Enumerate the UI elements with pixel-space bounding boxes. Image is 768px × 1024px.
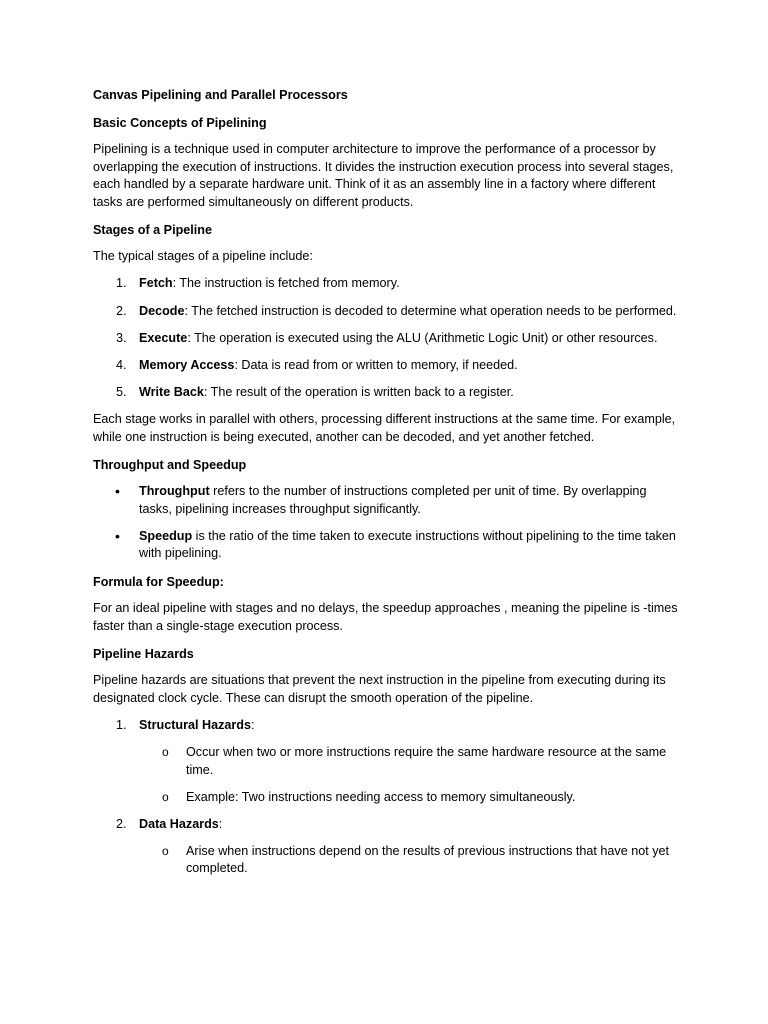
hazard-desc: :	[218, 816, 223, 831]
list-item	[93, 816, 678, 878]
throughput-term: Throughput	[139, 484, 210, 499]
sublist-item	[93, 843, 678, 878]
sublist-item	[93, 744, 678, 779]
section-heading-throughput: Throughput and Speedup	[93, 457, 247, 472]
list-item	[93, 330, 678, 348]
list-number: 2.	[116, 816, 127, 831]
stage-term: Memory Access	[139, 357, 235, 372]
hollow-bullet-icon: o	[162, 843, 169, 858]
sublist-text: Arise when instructions depend on the results of previous instructions that have not yet completed.	[186, 843, 670, 876]
list-item	[93, 357, 678, 375]
stage-term: Execute	[139, 330, 188, 345]
list-number: 5.	[116, 384, 127, 399]
sublist-text: Occur when two or more instructions require the same hardware resource at the same time.	[186, 744, 667, 777]
stage-term: Fetch	[139, 276, 173, 291]
formula-paragraph: For an ideal pipeline with stages and no delays, the speedup approaches , meaning the pipeline is -times faster than a single-stage execution process.	[93, 601, 678, 633]
document-body	[93, 86, 678, 888]
hazards-list	[93, 717, 678, 878]
section-heading-stages: Stages of a Pipeline	[93, 222, 212, 237]
stages-intro: The typical stages of a pipeline include:	[93, 249, 313, 264]
section-heading-hazards: Pipeline Hazards	[93, 646, 194, 661]
list-number: 4.	[116, 357, 127, 372]
bullet-icon: •	[115, 483, 120, 500]
sublist-text: Example: Two instructions needing access to memory simultaneously.	[186, 789, 576, 804]
stage-term: Decode	[139, 303, 185, 318]
list-item	[93, 275, 678, 293]
list-number: 2.	[116, 303, 127, 318]
hazard-sublist	[139, 744, 678, 806]
stage-desc: : The result of the operation is written back to a register.	[203, 384, 514, 399]
stages-outro: Each stage works in parallel with others, processing different instructions at the same time. For example, while one instruction is being executed, another can be decoded, and yet another fetched.	[93, 411, 676, 444]
list-number: 1.	[116, 717, 127, 732]
hollow-bullet-icon: o	[162, 789, 169, 804]
stage-desc: : The operation is executed using the ALU (Arithmetic Logic Unit) or other resources.	[187, 330, 658, 345]
document-title: Canvas Pipelining and Parallel Processors	[93, 88, 348, 102]
section-heading-basic-concepts: Basic Concepts of Pipelining	[93, 115, 267, 130]
stage-desc: : The instruction is fetched from memory.	[172, 276, 400, 291]
basic-concepts-paragraph: Pipelining is a technique used in computer architecture to improve the performance of a processor by overlapping the execution of instructions. It divides the instruction execution process into several stages, each handled by a separate hardware unit. Think of it as an assembly line in a factory where different tasks are performed simultaneously on different products.	[93, 142, 674, 209]
throughput-desc: refers to the number of instructions completed per unit of time. By overlapping tasks, pipelining increases throughput significantly.	[139, 484, 647, 516]
speedup-term: Speedup	[139, 528, 193, 543]
list-item	[93, 528, 678, 563]
section-heading-formula: Formula for Speedup:	[93, 574, 224, 589]
stages-list	[93, 275, 678, 401]
speedup-desc: is the ratio of the time taken to execute instructions without pipelining to the time taken with pipelining.	[139, 528, 676, 561]
hollow-bullet-icon: o	[162, 744, 169, 759]
hazard-term: Structural Hazards	[139, 717, 251, 732]
list-number: 3.	[116, 330, 127, 345]
stage-term: Write Back	[139, 384, 204, 399]
bullet-icon: •	[115, 527, 120, 544]
hazard-term: Data Hazards	[139, 816, 219, 831]
sublist-item	[93, 789, 678, 807]
stage-desc: : Data is read from or written to memory, if needed.	[234, 357, 518, 372]
list-number: 1.	[116, 276, 127, 291]
hazard-sublist	[139, 843, 678, 878]
throughput-list	[93, 483, 678, 563]
hazard-desc: :	[250, 717, 255, 732]
stage-desc: : The fetched instruction is decoded to determine what operation needs to be performed.	[184, 303, 677, 318]
list-item	[93, 303, 678, 321]
hazards-paragraph: Pipeline hazards are situations that prevent the next instruction in the pipeline from executing during its designated clock cycle. These can disrupt the smooth operation of the pipeline.	[93, 673, 666, 705]
list-item	[93, 483, 678, 518]
list-item	[93, 384, 678, 402]
list-item	[93, 717, 678, 806]
